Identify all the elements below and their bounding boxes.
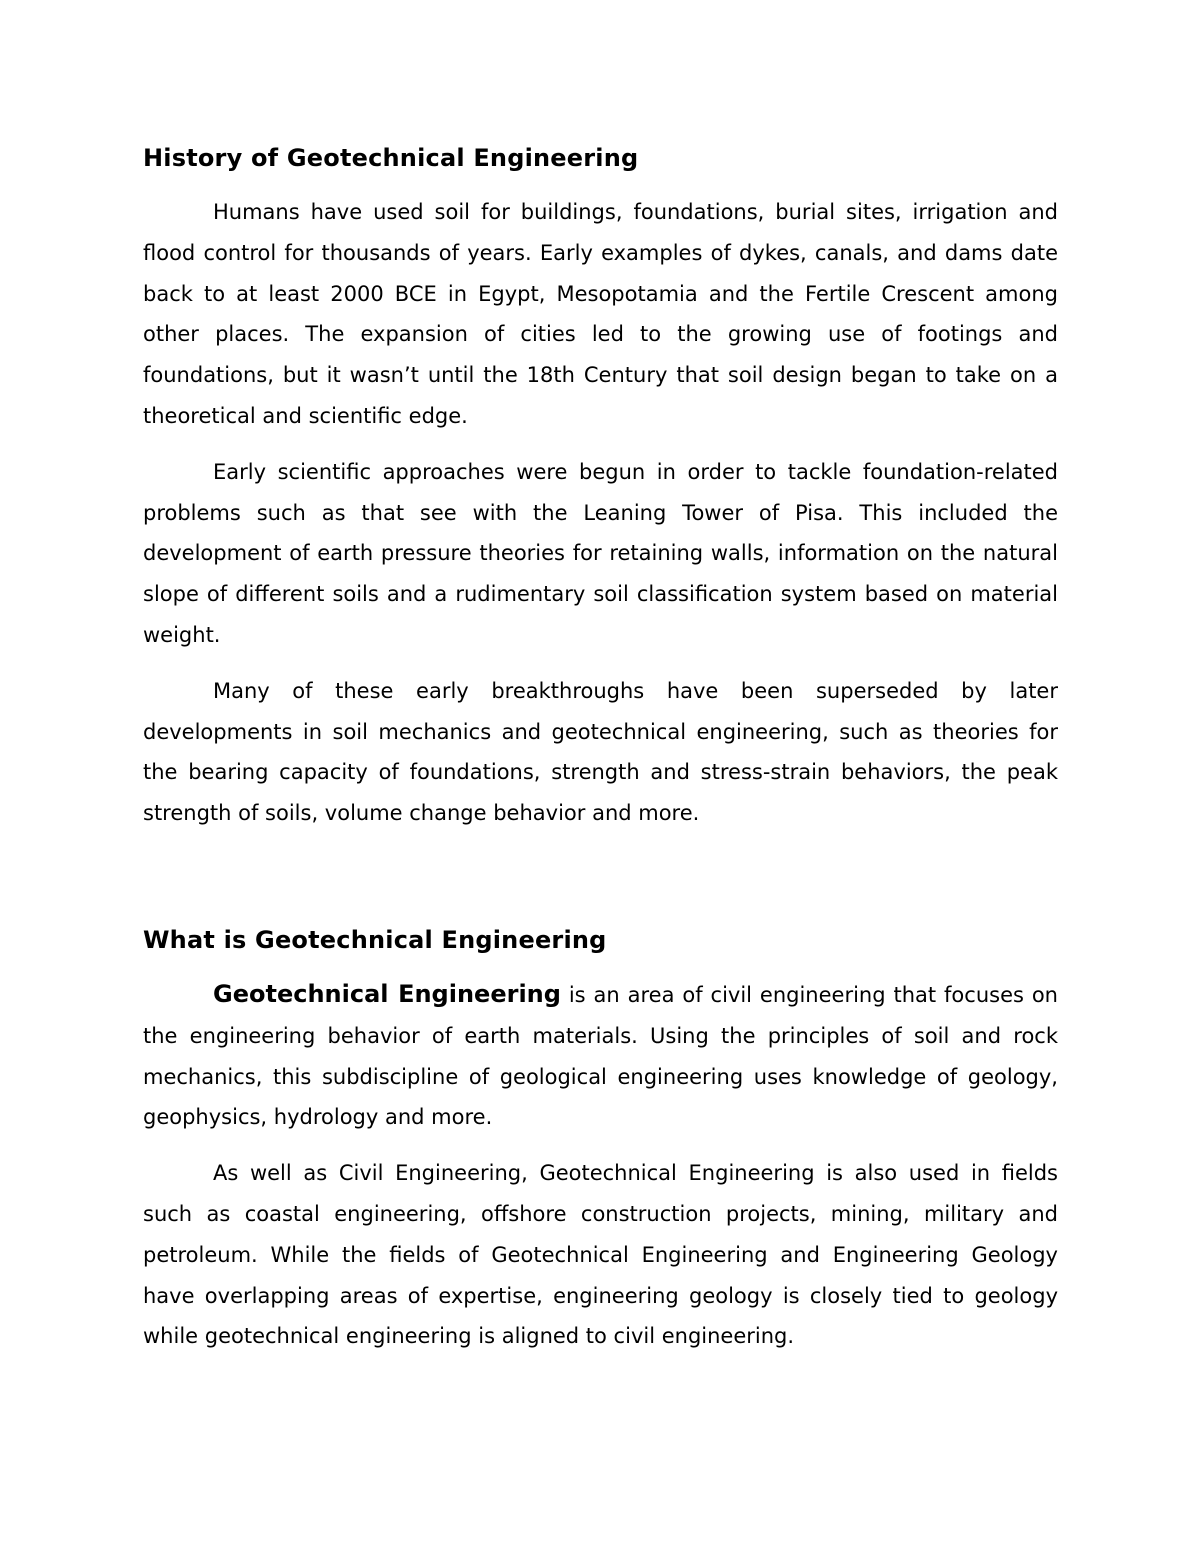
- paragraph-history-3: Many of these early breakthroughs have been superseded by later developments in soil mechanics and geotechnical engineering, such as theories for the bearing capacity of foundations, strength and stress-strain behaviors, the peak strength of soils, volume change behavior and more.: [143, 678, 1058, 826]
- section-heading-what-is: What is Geotechnical Engineering: [143, 925, 607, 954]
- paragraph-definition: [143, 974, 1058, 1138]
- lead-term: Geotechnical Engineering: [213, 979, 561, 1008]
- paragraph-history-1: Humans have used soil for buildings, foundations, burial sites, irrigation and flood control for thousands of years. Early examples of dykes, canals, and dams date back to at least 2000 BCE in Egypt, Mesopotamia and the Fertile Crescent among other places. The expansion of cities led to the growing use of footings and foundations, but it wasn’t until the 18th Century that soil design began to take on a theoretical and scientific edge.: [143, 200, 1058, 428]
- document-page: [143, 130, 1058, 1357]
- paragraph-fields: As well as Civil Engineering, Geotechnical Engineering is also used in fields such as coastal engineering, offshore construction projects, mining, military and petroleum. While the fields of Geotechnical Engineering and Engineering Geology have overlapping areas of expertise, engineering geology is closely tied to geology while geotechnical engineering is aligned to civil engineering.: [143, 1161, 1058, 1349]
- paragraph-history-2: Early scientific approaches were begun in order to tackle foundation-related problems such as that see with the Leaning Tower of Pisa. This included the development of earth pressure theories for retaining walls, information on the natural slope of different soils and a rudimentary soil classification system based on material weight.: [143, 459, 1058, 647]
- section-heading-history: History of Geotechnical Engineering: [143, 144, 639, 172]
- definition-text: is an area of civil engineering that focuses on the engineering behavior of earth materials. Using the principles of soil and rock mechanics, this subdiscipline of geological engineering uses knowledge of geology, geophysics, hydrology and more.: [143, 982, 1058, 1130]
